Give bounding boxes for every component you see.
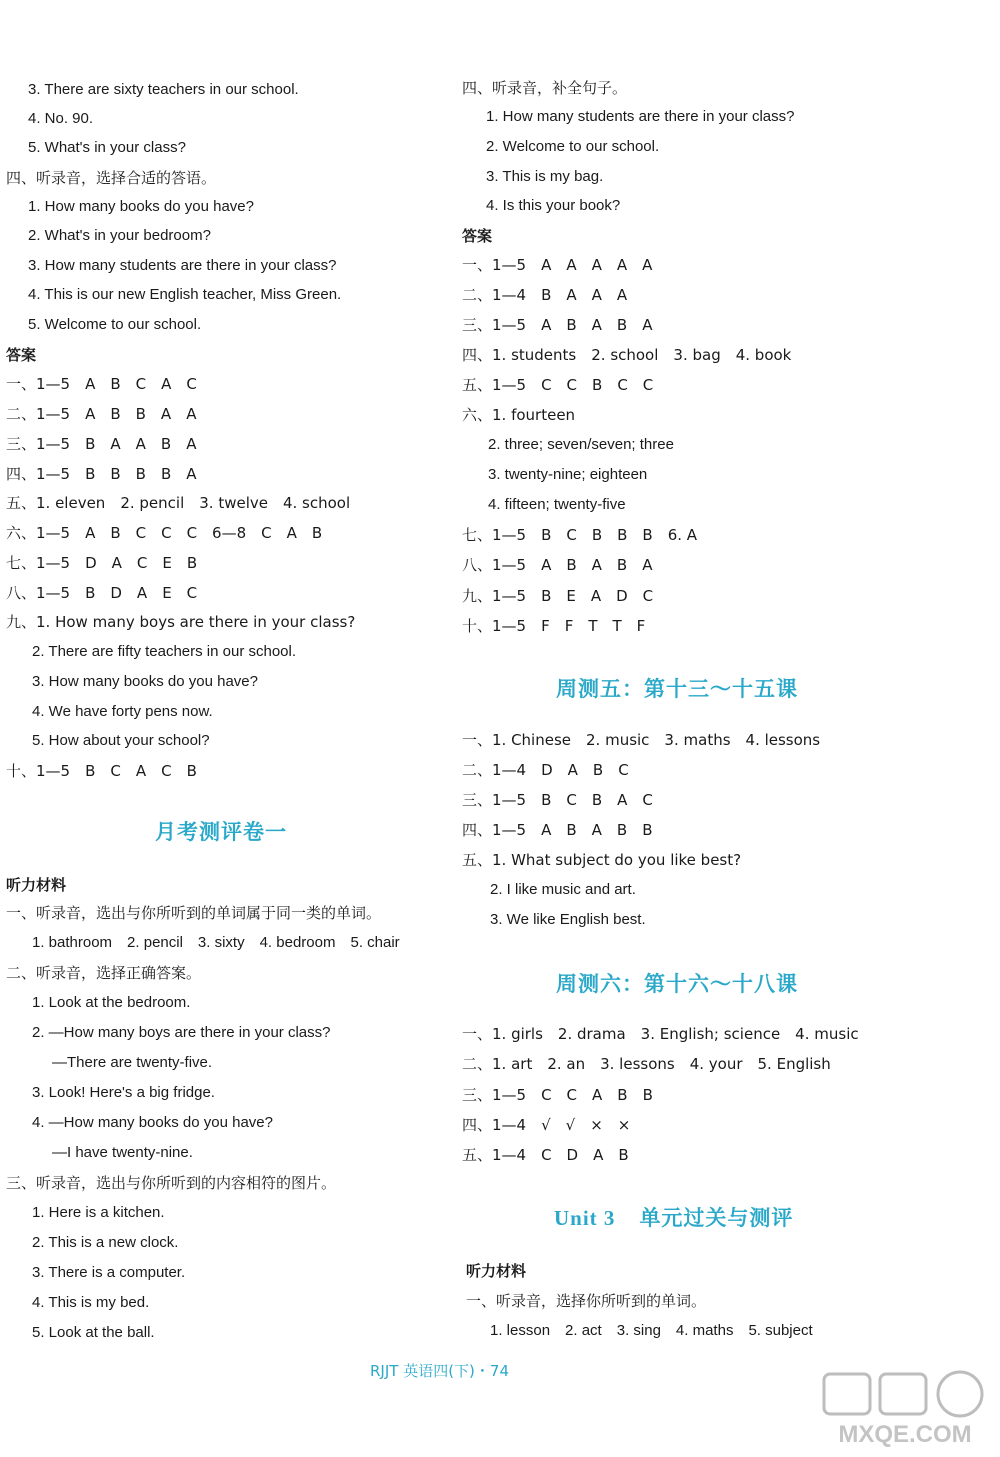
text-line: 3. How many students are there in your class? <box>28 257 337 274</box>
answer-line: 三、1—5 B A A B A <box>6 435 197 453</box>
answer-line: 五、1—4 C D A B <box>462 1146 629 1164</box>
text-line: 3. twenty-nine; eighteen <box>488 466 648 483</box>
text-line: 1. lesson 2. act 3. sing 4. maths 5. subject <box>490 1322 813 1339</box>
answer-line: 九、1. How many boys are there in your class? <box>6 613 356 631</box>
text-line: 4. fifteen; twenty-five <box>488 496 626 513</box>
answer-line: 二、1. art 2. an 3. lessons 4. your 5. English <box>462 1055 831 1073</box>
text-line: 3. Look! Here's a big fridge. <box>32 1084 215 1101</box>
text-line: 2. What's in your bedroom? <box>28 227 211 244</box>
section-title: 月考测评卷一 <box>155 820 287 844</box>
text-line: 2. Welcome to our school. <box>486 138 660 155</box>
text-line: 3. This is my bag. <box>486 168 604 185</box>
answer-line: 十、1—5 B C A C B <box>6 762 197 780</box>
text-line: 2. I like music and art. <box>490 881 636 898</box>
answer-line: 二、1—4 D A B C <box>462 761 629 779</box>
text-line: 4. —How many books do you have? <box>32 1114 273 1131</box>
answer-line: 一、1. Chinese 2. music 3. maths 4. lessons <box>462 731 821 749</box>
answer-line: 五、1. What subject do you like best? <box>462 851 742 869</box>
text-line: 1. How many books do you have? <box>28 198 254 215</box>
answer-line: 六、1. fourteen <box>462 406 576 424</box>
answer-line: 四、1—5 B B B B A <box>6 465 197 483</box>
section-title: 周测六：第十六～十八课 <box>556 972 798 996</box>
text-line: 2. —How many boys are there in your class? <box>32 1024 331 1041</box>
answer-line: 九、1—5 B E A D C <box>462 587 654 605</box>
text-line: 4. Is this your book? <box>486 197 621 214</box>
answer-line: 二、1—4 B A A A <box>462 286 628 304</box>
question-heading: 四、听录音，选择合适的答语。 <box>6 169 217 187</box>
answer-line: 五、1—5 C C B C C <box>462 376 654 394</box>
text-line: 3. How many books do you have? <box>32 673 258 690</box>
answer-heading: 答案 <box>6 346 37 364</box>
text-line: 2. This is a new clock. <box>32 1234 179 1251</box>
text-line: 2. three; seven/seven; three <box>488 436 674 453</box>
answer-line: 八、1—5 B D A E C <box>6 584 198 602</box>
answer-line: 八、1—5 A B A B A <box>462 556 653 574</box>
answer-line: 四、1—4 √ √ × × <box>462 1116 631 1134</box>
listening-heading: 听力材料 <box>466 1262 527 1280</box>
text-line: 5. What's in your class? <box>28 139 186 156</box>
listening-heading: 听力材料 <box>6 876 67 894</box>
answer-line: 五、1. eleven 2. pencil 3. twelve 4. school <box>6 494 351 512</box>
answer-line: 一、1. girls 2. drama 3. English; science 4. music <box>462 1025 859 1043</box>
text-line: 3. We like English best. <box>490 911 646 928</box>
question-heading: 一、听录音，选出与你所听到的单词属于同一类的单词。 <box>6 904 382 922</box>
unit-title: 单元过关与测评 <box>639 1206 794 1230</box>
section-title <box>554 1204 793 1232</box>
question-heading: 四、听录音，补全句子。 <box>462 79 628 97</box>
text-line: —I have twenty-nine. <box>52 1144 193 1161</box>
answer-line: 十、1—5 F F T T F <box>462 617 646 635</box>
answer-line: 七、1—5 B C B B B 6. A <box>462 526 698 544</box>
answer-line: 三、1—5 C C A B B <box>462 1086 653 1104</box>
svg-text:MXQE.COM: MXQE.COM <box>838 1421 972 1448</box>
text-line: 2. There are fifty teachers in our school. <box>32 643 297 660</box>
text-line: 1. Here is a kitchen. <box>32 1204 165 1221</box>
text-line: 1. bathroom 2. pencil 3. sixty 4. bedroom 5. chair <box>32 934 400 951</box>
text-line: 5. How about your school? <box>32 732 210 749</box>
answer-line: 一、1—5 A B C A C <box>6 375 197 393</box>
text-line: 5. Look at the ball. <box>32 1324 155 1341</box>
answer-line: 一、1—5 A A A A A <box>462 256 653 274</box>
section-title: 周测五：第十三～十五课 <box>556 677 798 701</box>
answer-heading: 答案 <box>462 227 493 245</box>
question-heading: 三、听录音，选出与你所听到的内容相符的图片。 <box>6 1174 337 1192</box>
text-line: 5. Welcome to our school. <box>28 316 202 333</box>
text-line: 4. This is our new English teacher, Miss Green. <box>28 286 342 303</box>
question-heading: 一、听录音，选择你所听到的单词。 <box>466 1292 707 1310</box>
answer-line: 三、1—5 A B A B A <box>462 316 653 334</box>
text-line: —There are twenty-five. <box>52 1054 213 1071</box>
text-line: 4. We have forty pens now. <box>32 703 213 720</box>
text-line: 4. No. 90. <box>28 110 94 127</box>
page-footer: RJJT 英语四(下)・74 <box>370 1362 509 1380</box>
answer-line: 七、1—5 D A C E B <box>6 554 198 572</box>
answer-line: 二、1—5 A B B A A <box>6 405 197 423</box>
answer-line: 四、1—5 A B A B B <box>462 821 653 839</box>
answer-line: 四、1. students 2. school 3. bag 4. book <box>462 346 792 364</box>
text-line: 3. There are sixty teachers in our school. <box>28 81 299 98</box>
unit-label: Unit 3 <box>554 1206 616 1230</box>
answer-line: 六、1—5 A B C C C 6—8 C A B <box>6 524 323 542</box>
question-heading: 二、听录音，选择正确答案。 <box>6 964 202 982</box>
text-line: 3. There is a computer. <box>32 1264 186 1281</box>
text-line: 4. This is my bed. <box>32 1294 150 1311</box>
answer-line: 三、1—5 B C B A C <box>462 791 653 809</box>
text-line: 1. How many students are there in your class? <box>486 108 795 125</box>
watermark-logo <box>820 1368 990 1450</box>
text-line: 1. Look at the bedroom. <box>32 994 191 1011</box>
